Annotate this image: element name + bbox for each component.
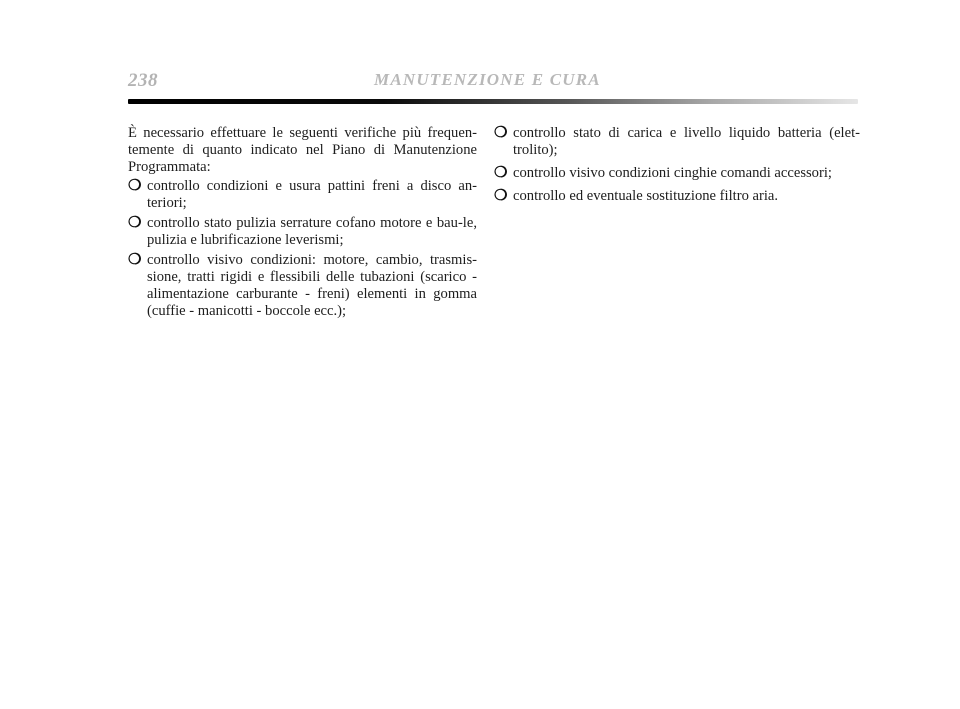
list-item <box>494 165 860 182</box>
list-item <box>128 252 477 320</box>
bullet-circle-icon: ❍ <box>494 188 508 204</box>
list-item-text: controllo stato pulizia serrature cofano motore e bau-le, pulizia e lubrificazione leverismi; <box>147 215 477 248</box>
page-header <box>128 70 858 94</box>
bullet-circle-icon: ❍ <box>128 178 142 194</box>
list-item-text: controllo visivo condizioni cinghie comandi accessori; <box>513 165 832 181</box>
list-item <box>128 215 477 249</box>
bullet-circle-icon: ❍ <box>128 252 142 268</box>
page-number: 238 <box>128 70 158 91</box>
list-item-text: controllo ed eventuale sostituzione filtro aria. <box>513 188 779 204</box>
maintenance-checklist-left <box>128 178 477 320</box>
header-divider <box>128 99 858 104</box>
bullet-circle-icon: ❍ <box>494 125 508 141</box>
left-column <box>128 125 477 323</box>
maintenance-checklist-right <box>494 125 860 205</box>
list-item <box>494 125 860 159</box>
bullet-circle-icon: ❍ <box>128 215 142 231</box>
list-item <box>494 188 860 205</box>
list-item-text: controllo visivo condizioni: motore, cambio, trasmis-sione, tratti rigidi e flessibili delle tubazioni (scarico - alimentazione carburante - freni) elementi in gomma (cuffie - manicotti - boccole ecc.); <box>147 252 477 319</box>
intro-paragraph: È necessario effettuare le seguenti verifiche più frequen-temente di quanto indicato nel Piano di Manutenzione Programmata: <box>128 125 477 175</box>
list-item-text: controllo condizioni e usura pattini freni a disco an-teriori; <box>147 178 477 211</box>
section-title: MANUTENZIONE E CURA <box>374 70 601 89</box>
bullet-circle-icon: ❍ <box>494 165 508 181</box>
list-item-text: controllo stato di carica e livello liquido batteria (elet-trolito); <box>513 125 860 158</box>
right-column <box>494 125 860 211</box>
list-item <box>128 178 477 212</box>
